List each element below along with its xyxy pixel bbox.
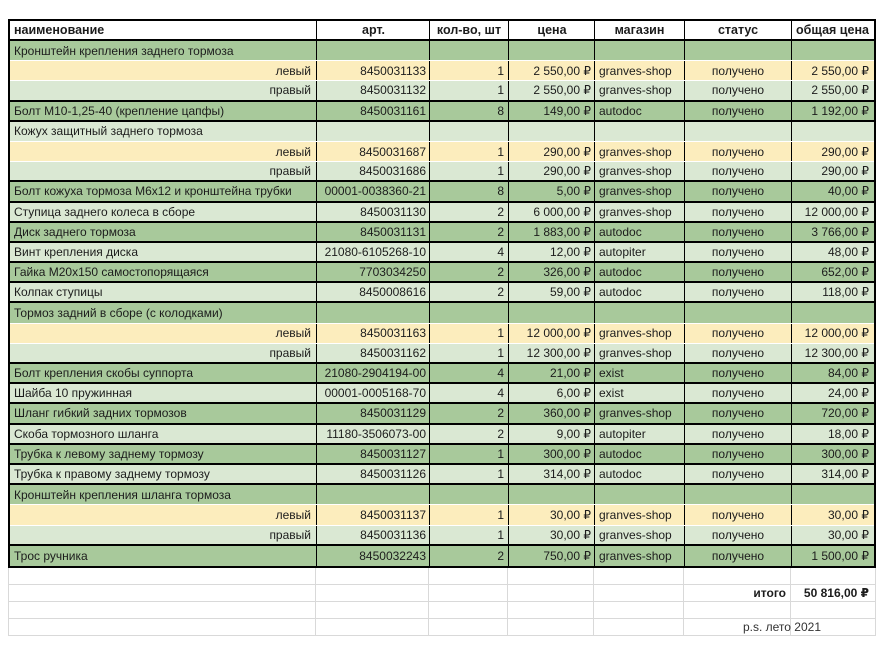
cell-price: 290,00 ₽ [509, 142, 595, 161]
empty-row [9, 602, 876, 619]
cell-total: 40,00 ₽ [828, 184, 869, 199]
cell-art: 8450031131 [317, 223, 430, 241]
cell-qty: 4 [430, 243, 509, 261]
cell-name: Болт крепления скобы суппорта [10, 364, 317, 382]
table-row [10, 485, 874, 505]
cell-qty: 8 [430, 102, 509, 120]
cell-qty: 2 [430, 546, 509, 566]
cell-art: 8450031162 [317, 344, 430, 362]
cell-shop [595, 41, 685, 60]
cell-name: Шайба 10 пружинная [10, 384, 317, 402]
cell-status: получено [685, 404, 792, 422]
table-row [10, 425, 874, 445]
col-header-qty: кол-во, шт [430, 21, 509, 39]
cell-total: 2 550,00 ₽ [811, 83, 869, 98]
cell-art [317, 41, 430, 60]
cell-qty: 2 [430, 404, 509, 422]
table-row [10, 102, 874, 122]
cell-status: получено [685, 344, 792, 362]
cell-name: Болт кожуха тормоза М6х12 и кронштейна трубки [10, 182, 317, 200]
table-row [10, 364, 874, 384]
table-header-row [10, 21, 874, 41]
col-header-total: общая цена [796, 23, 869, 37]
table-row [10, 223, 874, 243]
cell-qty: 1 [430, 81, 509, 99]
table-row [10, 465, 874, 485]
cell-shop: granves-shop [595, 142, 685, 161]
cell-art: 8450031161 [317, 102, 430, 120]
cell-price: 21,00 ₽ [509, 364, 595, 382]
cell-price: 6,00 ₽ [509, 384, 595, 402]
cell-status: получено [685, 162, 792, 180]
cell-qty: 2 [430, 223, 509, 241]
cell-price [509, 303, 595, 322]
cell-art: 8450031130 [317, 203, 430, 221]
cell-qty [430, 485, 509, 504]
cell-total: 48,00 ₽ [828, 244, 869, 259]
cell-price: 12 300,00 ₽ [509, 344, 595, 362]
table-row [10, 182, 874, 202]
cell-total [792, 485, 874, 504]
cell-total: 652,00 ₽ [821, 265, 869, 280]
cell-name: Шланг гибкий задних тормозов [10, 404, 317, 422]
cell-price: 30,00 ₽ [509, 505, 595, 524]
cell-art: 8450031136 [317, 526, 430, 544]
cell-qty [430, 303, 509, 322]
cell-shop [595, 303, 685, 322]
cell-total: 290,00 ₽ [821, 164, 869, 179]
cell-art: 8450032243 [317, 546, 430, 566]
cell-status: получено [685, 182, 792, 200]
cell-status [685, 485, 792, 504]
cell-art: 21080-2904194-00 [317, 364, 430, 382]
cell-status: получено [685, 263, 792, 281]
cell-qty: 1 [430, 324, 509, 343]
table-row [10, 243, 874, 263]
cell-status: получено [685, 81, 792, 99]
cell-art: 8450008616 [317, 283, 430, 301]
cell-status: получено [685, 324, 792, 343]
cell-name: левый [10, 505, 317, 524]
cell-total: 30,00 ₽ [828, 527, 869, 542]
cell-name: правый [10, 526, 317, 544]
postscript-row [9, 619, 876, 636]
table-body [10, 41, 874, 566]
cell-total: 2 550,00 ₽ [811, 63, 869, 78]
cell-shop: autodoc [595, 283, 685, 301]
cell-price: 149,00 ₽ [509, 102, 595, 120]
cell-art: 00001-0005168-70 [317, 384, 430, 402]
cell-qty: 1 [430, 344, 509, 362]
cell-status: получено [685, 283, 792, 301]
cell-status: получено [685, 142, 792, 161]
cell-name: Трубка к левому заднему тормозу [10, 445, 317, 463]
cell-name: правый [10, 162, 317, 180]
cell-total: 12 000,00 ₽ [804, 326, 869, 341]
cell-total: 30,00 ₽ [828, 507, 869, 522]
cell-art: 8450031163 [317, 324, 430, 343]
cell-shop: autodoc [595, 445, 685, 463]
cell-name: Колпак ступицы [10, 283, 317, 301]
cell-status: получено [685, 546, 792, 566]
cell-total: 18,00 ₽ [828, 426, 869, 441]
table-row [10, 142, 874, 162]
cell-qty: 1 [430, 445, 509, 463]
cell-name: Тормоз задний в сборе (с колодками) [10, 303, 317, 322]
cell-price: 326,00 ₽ [509, 263, 595, 281]
cell-shop: granves-shop [595, 404, 685, 422]
cell-price: 290,00 ₽ [509, 162, 595, 180]
cell-status: получено [685, 203, 792, 221]
cell-art: 21080-6105268-10 [317, 243, 430, 261]
col-header-name: наименование [10, 21, 317, 39]
cell-qty: 8 [430, 182, 509, 200]
cell-price: 2 550,00 ₽ [509, 81, 595, 99]
postscript-note: p.s. лето 2021 [742, 619, 821, 634]
cell-shop: granves-shop [595, 546, 685, 566]
cell-price: 6 000,00 ₽ [509, 203, 595, 221]
table-row [10, 122, 874, 142]
cell-status: получено [685, 445, 792, 463]
cell-total: 12 000,00 ₽ [804, 204, 869, 219]
cell-status [685, 303, 792, 322]
cell-qty: 1 [430, 142, 509, 161]
cell-qty: 4 [430, 364, 509, 382]
cell-qty: 1 [430, 162, 509, 180]
cell-art: 8450031129 [317, 404, 430, 422]
cell-shop [595, 485, 685, 504]
cell-shop: granves-shop [595, 81, 685, 99]
cell-shop: granves-shop [595, 203, 685, 221]
total-row [9, 585, 876, 602]
footer-grid [8, 568, 876, 636]
cell-name: Скоба тормозного шланга [10, 425, 317, 443]
table-row [10, 263, 874, 283]
col-header-shop: магазин [595, 21, 685, 39]
cell-qty: 1 [430, 465, 509, 483]
cell-name: Трос ручника [10, 546, 317, 566]
cell-qty [430, 122, 509, 141]
table-row [10, 445, 874, 465]
cell-total: 3 766,00 ₽ [811, 224, 869, 239]
cell-status: получено [685, 465, 792, 483]
table-row [10, 283, 874, 303]
cell-art: 8450031132 [317, 81, 430, 99]
cell-shop: autodoc [595, 465, 685, 483]
cell-total: 118,00 ₽ [822, 285, 869, 300]
table-row [10, 203, 874, 223]
cell-price: 2 550,00 ₽ [509, 61, 595, 80]
cell-total: 24,00 ₽ [828, 386, 869, 401]
cell-price: 1 883,00 ₽ [509, 223, 595, 241]
table-row [10, 526, 874, 546]
cell-total [792, 303, 874, 322]
cell-art [317, 122, 430, 141]
table-row [10, 404, 874, 424]
cell-shop: exist [595, 364, 685, 382]
cell-total: 290,00 ₽ [821, 144, 869, 159]
cell-art: 8450031686 [317, 162, 430, 180]
cell-status: получено [685, 223, 792, 241]
cell-name: Ступица заднего колеса в сборе [10, 203, 317, 221]
cell-shop: granves-shop [595, 505, 685, 524]
cell-price: 30,00 ₽ [509, 526, 595, 544]
cell-price [509, 41, 595, 60]
cell-name: Кожух защитный заднего тормоза [10, 122, 317, 141]
cell-shop: granves-shop [595, 526, 685, 544]
table-row [10, 384, 874, 404]
table-row [10, 41, 874, 61]
cell-status [685, 122, 792, 141]
table-row [10, 81, 874, 101]
cell-shop: autodoc [595, 102, 685, 120]
cell-status [685, 41, 792, 60]
cell-name: правый [10, 344, 317, 362]
cell-status: получено [685, 364, 792, 382]
cell-qty: 1 [430, 526, 509, 544]
cell-qty: 2 [430, 425, 509, 443]
cell-total: 314,00 ₽ [821, 467, 869, 482]
cell-name: Кронштейн крепления заднего тормоза [10, 41, 317, 60]
cell-shop: exist [595, 384, 685, 402]
empty-row [9, 568, 876, 585]
cell-price: 300,00 ₽ [509, 445, 595, 463]
cell-total: 300,00 ₽ [821, 446, 869, 461]
cell-name: Диск заднего тормоза [10, 223, 317, 241]
table-row [10, 61, 874, 81]
cell-qty: 2 [430, 203, 509, 221]
cell-total: 84,00 ₽ [828, 366, 869, 381]
cell-total [792, 41, 874, 60]
cell-qty: 1 [430, 61, 509, 80]
parts-table [8, 19, 876, 636]
cell-price: 360,00 ₽ [509, 404, 595, 422]
cell-qty: 1 [430, 505, 509, 524]
cell-status: получено [685, 384, 792, 402]
cell-price: 9,00 ₽ [509, 425, 595, 443]
cell-total: 1 192,00 ₽ [811, 103, 869, 118]
cell-total: 12 300,00 ₽ [804, 345, 869, 360]
cell-name: Винт крепления диска [10, 243, 317, 261]
cell-art: 8450031687 [317, 142, 430, 161]
cell-name: левый [10, 142, 317, 161]
cell-name: Трубка к правому заднему тормозу [10, 465, 317, 483]
cell-status: получено [685, 102, 792, 120]
cell-status: получено [685, 526, 792, 544]
cell-name: Гайка М20х150 самостопорящаяся [10, 263, 317, 281]
cell-price: 5,00 ₽ [509, 182, 595, 200]
table-row [10, 344, 874, 364]
col-header-status: статус [685, 21, 792, 39]
cell-name: левый [10, 61, 317, 80]
cell-name: Болт М10-1,25-40 (крепление цапфы) [10, 102, 317, 120]
cell-qty [430, 41, 509, 60]
col-header-art: арт. [317, 21, 430, 39]
cell-total: 720,00 ₽ [821, 406, 869, 421]
cell-name: Кронштейн крепления шланга тормоза [10, 485, 317, 504]
col-header-price: цена [509, 21, 595, 39]
cell-art: 11180-3506073-00 [317, 425, 430, 443]
cell-shop: autopiter [595, 425, 685, 443]
cell-price: 750,00 ₽ [509, 546, 595, 566]
cell-status: получено [685, 505, 792, 524]
cell-art: 00001-0038360-21 [317, 182, 430, 200]
cell-art [317, 485, 430, 504]
cell-shop: granves-shop [595, 182, 685, 200]
cell-status: получено [685, 425, 792, 443]
cell-price: 59,00 ₽ [509, 283, 595, 301]
cell-shop: granves-shop [595, 324, 685, 343]
table-row [10, 546, 874, 566]
cell-art: 7703034250 [317, 263, 430, 281]
cell-price: 12 000,00 ₽ [509, 324, 595, 343]
cell-shop: granves-shop [595, 61, 685, 80]
cell-shop: granves-shop [595, 162, 685, 180]
table-row [10, 505, 874, 525]
cell-art: 8450031133 [317, 61, 430, 80]
cell-price: 314,00 ₽ [509, 465, 595, 483]
cell-art: 8450031127 [317, 445, 430, 463]
cell-total: 1 500,00 ₽ [811, 548, 869, 563]
cell-name: левый [10, 324, 317, 343]
cell-shop: autopiter [595, 243, 685, 261]
cell-status: получено [685, 243, 792, 261]
cell-price [509, 122, 595, 141]
cell-shop: autodoc [595, 223, 685, 241]
cell-name: правый [10, 81, 317, 99]
table-row [10, 162, 874, 182]
cell-art [317, 303, 430, 322]
table-row [10, 324, 874, 344]
cell-qty: 4 [430, 384, 509, 402]
total-value: 50 816,00 ₽ [791, 585, 876, 601]
total-label: итого [684, 585, 791, 601]
cell-shop: autodoc [595, 263, 685, 281]
cell-price [509, 485, 595, 504]
table-row [10, 303, 874, 323]
cell-price: 12,00 ₽ [509, 243, 595, 261]
parts-table-grid [8, 19, 876, 568]
cell-shop [595, 122, 685, 141]
cell-art: 8450031126 [317, 465, 430, 483]
cell-art: 8450031137 [317, 505, 430, 524]
cell-shop: granves-shop [595, 344, 685, 362]
cell-total [792, 122, 874, 141]
cell-status: получено [685, 61, 792, 80]
cell-qty: 2 [430, 283, 509, 301]
cell-qty: 2 [430, 263, 509, 281]
